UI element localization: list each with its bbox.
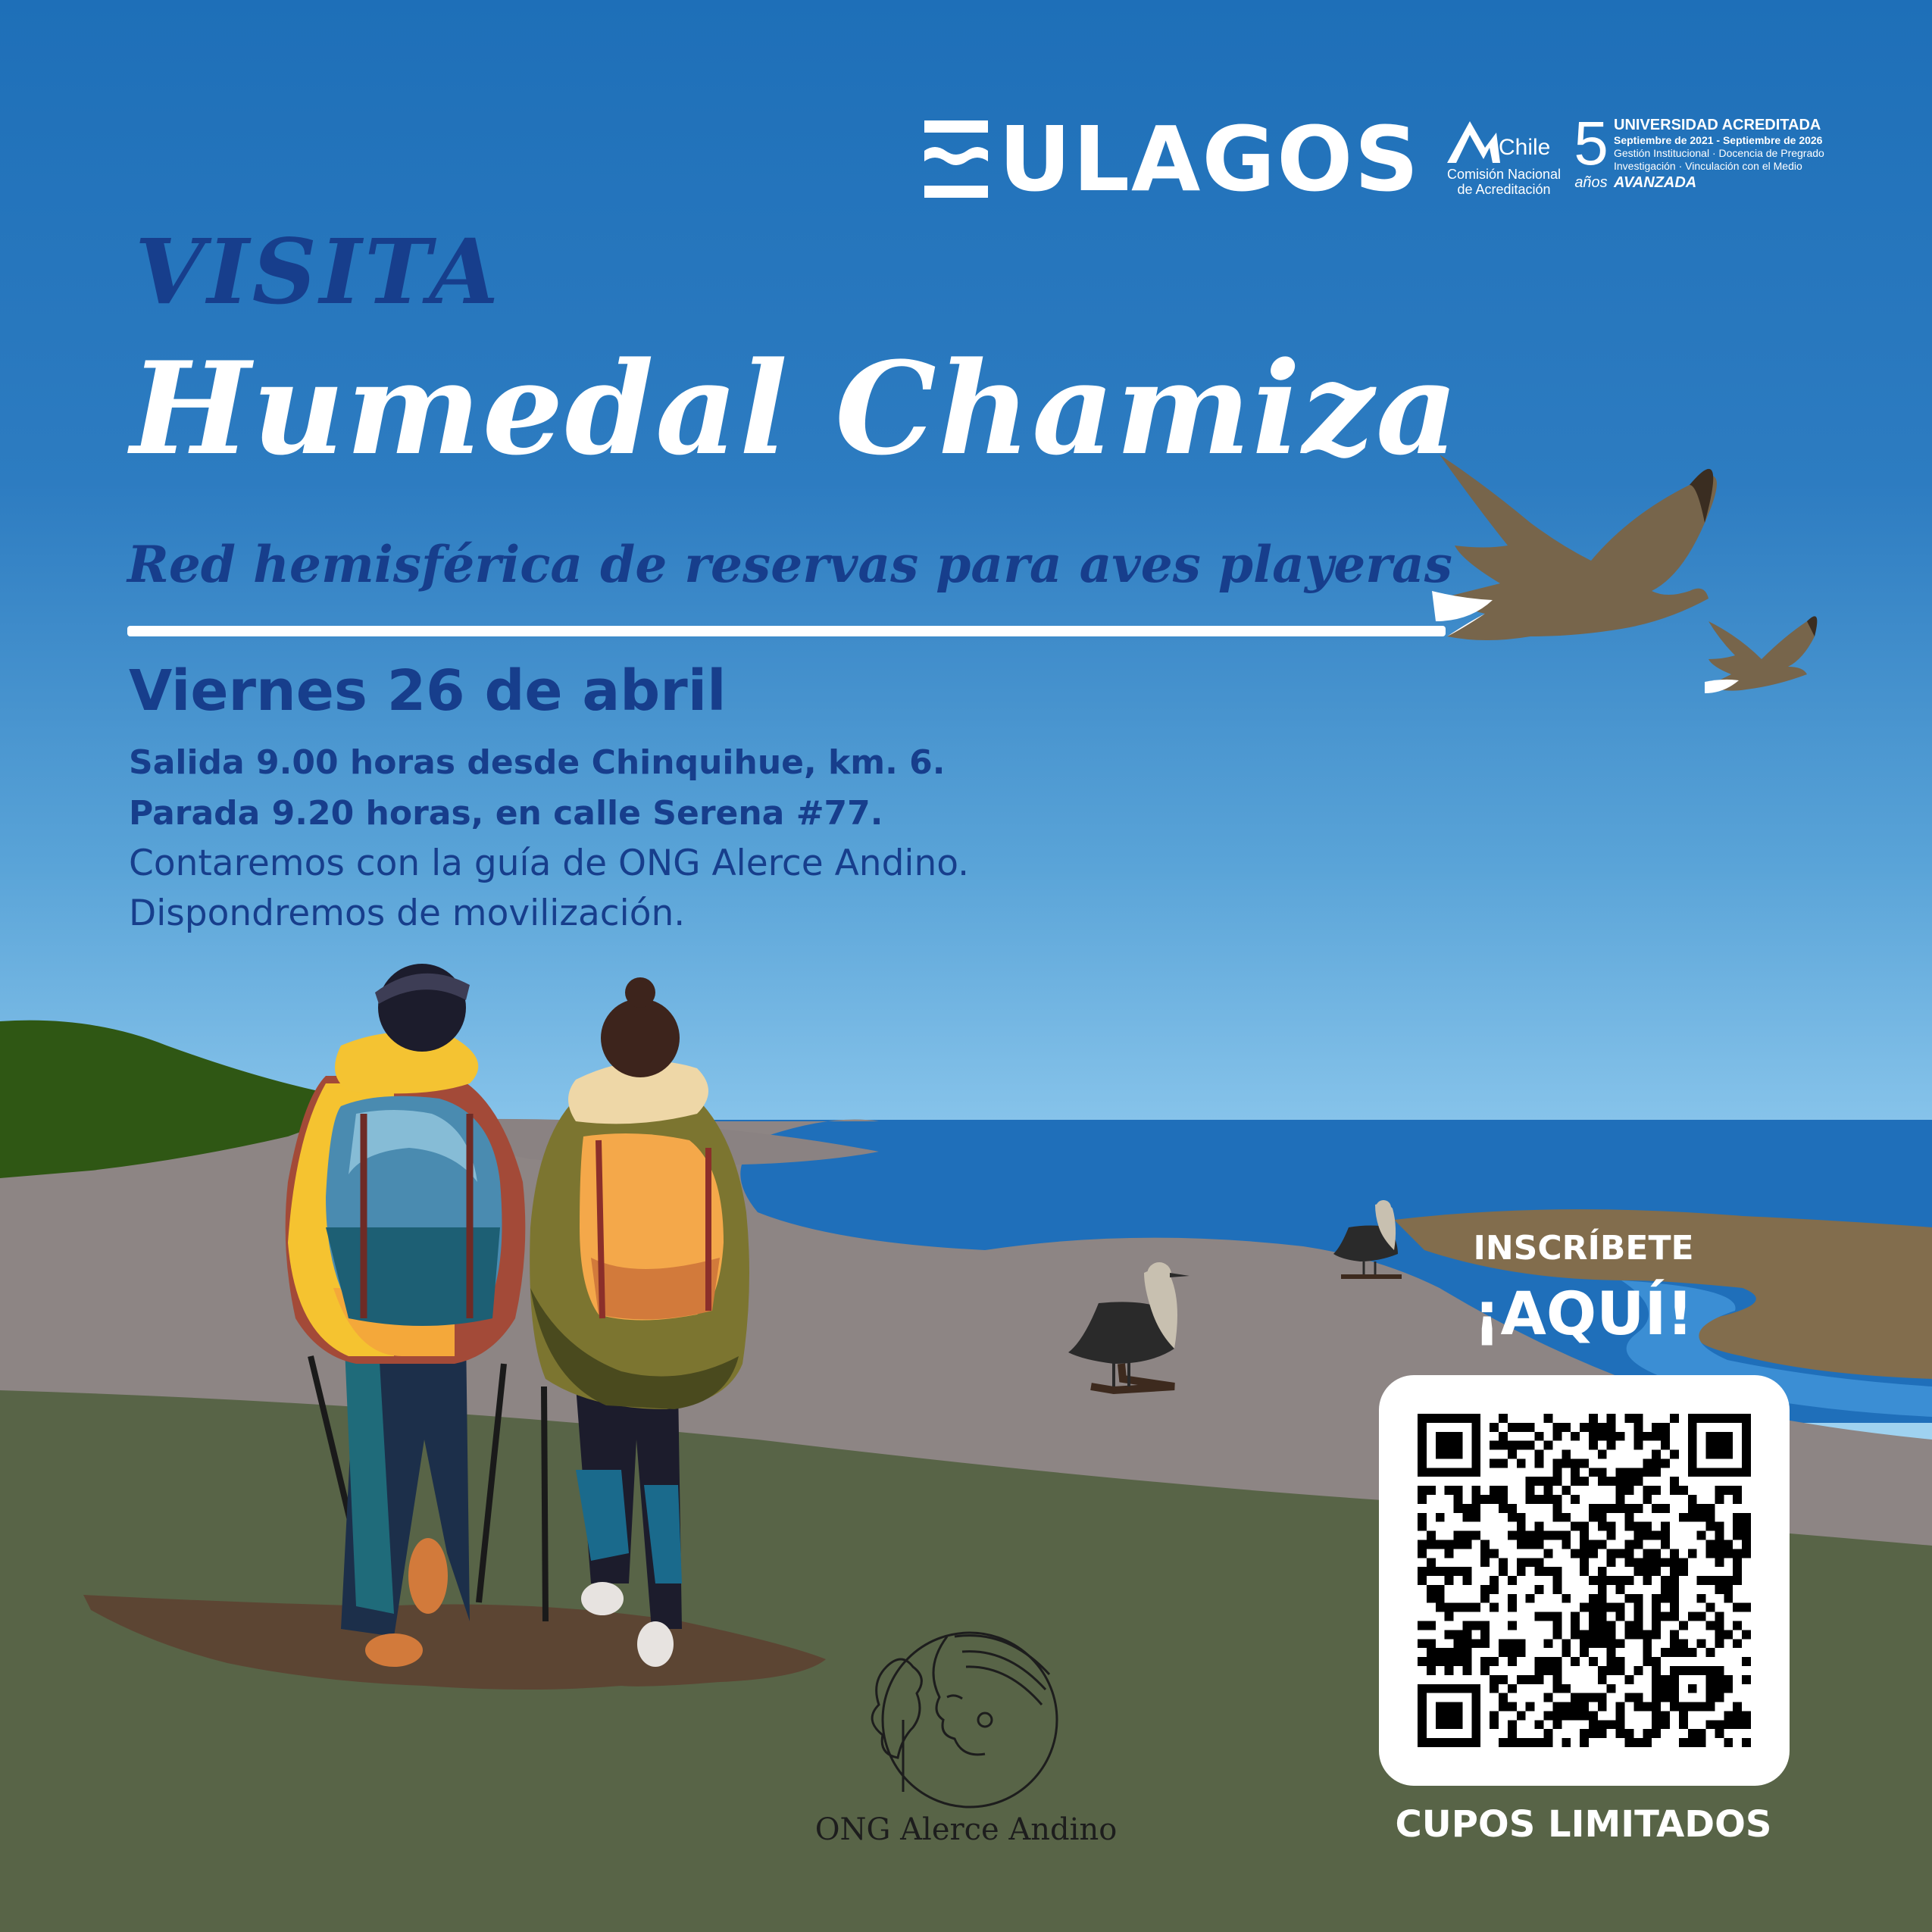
- accreditation-years: [1568, 109, 1614, 192]
- ong-alerce-andino-logo: [841, 1606, 1091, 1811]
- cna-logo: [1440, 114, 1568, 197]
- accreditation-areas-2: Investigación · Vinculación con el Medio: [1614, 160, 1802, 172]
- cna-line1: Comisión Nacional: [1446, 167, 1562, 182]
- event-date: Viernes 26 de abril: [129, 658, 727, 724]
- title-prefix: VISITA: [135, 219, 502, 324]
- subtitle: Red hemisférica de reservas para aves playeras: [127, 535, 1452, 594]
- years-word: años: [1574, 174, 1608, 191]
- years-number: 5: [1574, 109, 1608, 178]
- divider-line: [127, 626, 1446, 636]
- qr-card[interactable]: [1379, 1375, 1790, 1786]
- event-guide: Contaremos con la guía de ONG Alerce Andino.: [129, 843, 970, 884]
- accreditation-title: UNIVERSIDAD ACREDITADA: [1614, 117, 1821, 133]
- limited-spots-label: CUPOS LIMITADOS: [1395, 1803, 1772, 1846]
- event-stop: Parada 9.20 horas, en calle Serena #77.: [129, 794, 883, 833]
- accreditation-areas-1: Gestión Institucional · Docencia de Pregrado: [1614, 147, 1824, 159]
- seagull-large: [1432, 455, 1717, 640]
- ulagos-logo: [924, 107, 1421, 211]
- accreditation-level: AVANZADA: [1614, 174, 1697, 191]
- register-label: INSCRÍBETE: [1473, 1229, 1694, 1268]
- page-title: Humedal Chamiza: [130, 333, 1460, 483]
- event-departure: Salida 9.00 horas desde Chinquihue, km. 6.: [129, 743, 946, 782]
- register-here-label: ¡AQUÍ!: [1473, 1280, 1694, 1349]
- cna-line2: de Acreditación: [1457, 182, 1551, 197]
- qr-code[interactable]: [1418, 1414, 1751, 1747]
- seagull-small: [1705, 616, 1817, 693]
- event-transport: Dispondremos de movilización.: [129, 893, 686, 934]
- cna-chile-text: Chile: [1499, 135, 1551, 160]
- waves-icon: [924, 120, 988, 198]
- ulagos-wordmark: ULAGOS: [999, 107, 1421, 211]
- accreditation-period: Septiembre de 2021 - Septiembre de 2026: [1614, 134, 1823, 146]
- ong-name: ONG Alerce Andino: [814, 1812, 1118, 1847]
- accreditation-details: [1614, 116, 1841, 192]
